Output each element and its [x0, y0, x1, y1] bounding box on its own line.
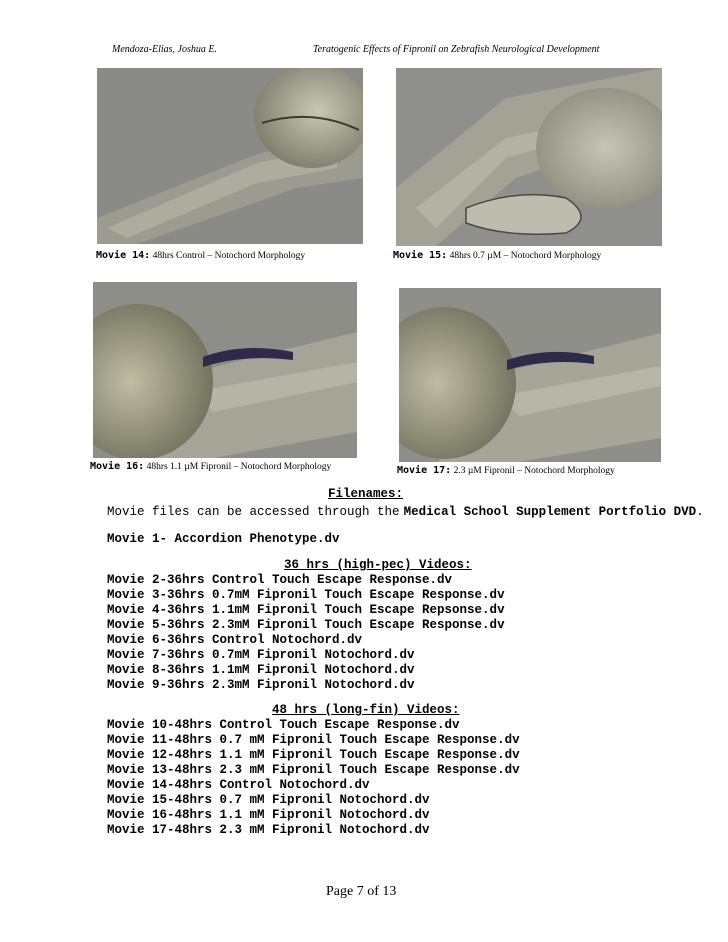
section-48-heading: 48 hrs (long-fin) Videos:: [272, 703, 460, 717]
list-item: Movie 13-48hrs 2.3 mM Fipronil Touch Escape Response.dv: [107, 763, 520, 777]
page-number: Page 7 of 13: [326, 884, 397, 899]
figure-16-caption: [90, 461, 331, 472]
filenames-intro-end: .: [696, 505, 704, 519]
figure-16-image: [93, 282, 357, 458]
header-author: Mendoza-Elias, Joshua E.: [112, 44, 217, 55]
list-item: Movie 9-36hrs 2.3mM Fipronil Notochord.dv: [107, 678, 415, 692]
list-item: Movie 6-36hrs Control Notochord.dv: [107, 633, 363, 647]
figure-14-caption-text: 48hrs Control – Notochord Morphology: [152, 251, 306, 261]
list-item: Movie 17-48hrs 2.3 mM Fipronil Notochord.dv: [107, 823, 430, 837]
figure-16-label: Movie 16:: [90, 461, 145, 472]
figure-15-label: Movie 15:: [393, 250, 448, 261]
list-item: Movie 2-36hrs Control Touch Escape Response.dv: [107, 573, 453, 587]
figure-16-caption-text: 48hrs 1.1 µM Fipronil – Notochord Morphology: [146, 462, 332, 472]
filenames-intro-text: Movie files can be accessed through the: [107, 505, 400, 519]
figure-17-caption: [397, 465, 615, 476]
list-item: Movie 11-48hrs 0.7 mM Fipronil Touch Escape Response.dv: [107, 733, 520, 747]
filenames-intro: [107, 502, 704, 520]
list-item: Movie 5-36hrs 2.3mM Fipronil Touch Escape Response.dv: [107, 618, 505, 632]
figure-15-image: [396, 68, 662, 246]
figure-14-label: Movie 14:: [96, 250, 151, 261]
figure-17-label: Movie 17:: [397, 465, 452, 476]
list-item: Movie 8-36hrs 1.1mM Fipronil Notochord.dv: [107, 663, 415, 677]
filenames-dvd: Medical School Supplement Portfolio DVD: [403, 505, 697, 519]
list-item: Movie 3-36hrs 0.7mM Fipronil Touch Escape Response.dv: [107, 588, 505, 602]
list-item: Movie 16-48hrs 1.1 mM Fipronil Notochord.dv: [107, 808, 430, 822]
list-item: Movie 10-48hrs Control Touch Escape Response.dv: [107, 718, 460, 732]
figure-15-caption-text: 48hrs 0.7 µM – Notochord Morphology: [449, 251, 602, 261]
figure-14-caption: [96, 250, 305, 261]
list-item: Movie 7-36hrs 0.7mM Fipronil Notochord.dv: [107, 648, 415, 662]
section-36-heading: 36 hrs (high-pec) Videos:: [284, 558, 472, 572]
list-item: Movie 12-48hrs 1.1 mM Fipronil Touch Escape Response.dv: [107, 748, 520, 762]
header-title: Teratogenic Effects of Fipronil on Zebrafish Neurological Development: [313, 44, 600, 55]
figure-14-image: [97, 68, 363, 244]
figure-17-image: [399, 288, 661, 462]
filenames-heading: Filenames:: [328, 487, 404, 501]
figure-15-caption: [393, 250, 601, 261]
list-item: Movie 15-48hrs 0.7 mM Fipronil Notochord.dv: [107, 793, 430, 807]
movie-1: Movie 1- Accordion Phenotype.dv: [107, 532, 340, 546]
figure-17-caption-text: 2.3 µM Fipronil – Notochord Morphology: [453, 466, 615, 476]
list-item: Movie 4-36hrs 1.1mM Fipronil Touch Escape Repsonse.dv: [107, 603, 505, 617]
list-item: Movie 14-48hrs Control Notochord.dv: [107, 778, 370, 792]
